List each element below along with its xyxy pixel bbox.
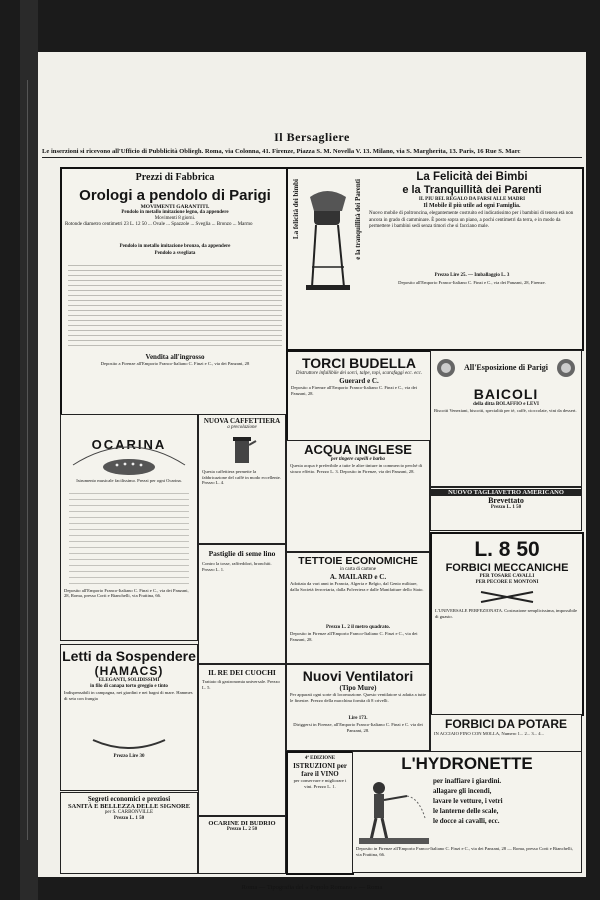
- caffettiera-sub: a precolazione: [227, 425, 257, 430]
- forbici-sub: PER TOSARE CAVALLI: [479, 574, 535, 579]
- bimbi-body: Nuovo mobile di poltroncina, elegantemente costruito ed indicatissimo per i bambini di tenera età non ancora in grado di camminare. È posto sopra un piano, a pochi centimetri da terra, e in modo da permettere i bambini sedi senza timori che si facciano male.: [369, 211, 574, 229]
- tagliavetro-title: NUOVO TAGLIAVETRO AMERICANO: [431, 489, 581, 496]
- ad-forbici-meccaniche: [430, 532, 584, 716]
- cuochi-body: Trattato di gastronomia universale. Prezzo L. 5.: [202, 679, 280, 690]
- segreti-price: Prezzo L. 1 50: [113, 816, 145, 822]
- ad-istruzioni: [286, 751, 354, 875]
- ad-torci: [286, 350, 432, 442]
- coffee-pot-icon: [227, 433, 257, 467]
- torci-body: Deposito a Firenze all'Emporio Franco-Italiano C. Finzi e C., via dei Panzani, 28.: [291, 385, 417, 396]
- orologi-kicker: Prezzi di Fabbrica: [135, 172, 215, 183]
- ad-acqua: [286, 440, 430, 552]
- ad-orologi: [60, 167, 290, 416]
- potare-body: IN ACCIAIO FINO CON MOLLA, Numero 1... 2... 3... 4...: [434, 731, 544, 736]
- forbici-price: L. 8 50: [474, 538, 540, 561]
- istruzioni-edition: 4ª EDIZIONE: [304, 756, 336, 761]
- ad-hydronette: [352, 751, 582, 873]
- caffettiera-body: Questa caffettiera permette la fabbricazione del caffè in modo eccellente. Prezzo L. 4.: [202, 469, 281, 486]
- ventilatori-sub: (Tipo Mure): [339, 684, 377, 692]
- amache-brand: (HAMACS): [94, 664, 164, 678]
- amache-body: Indispensabili in campagna, nei giardini e nei bagni di mare. Hammes di seta con frangia: [64, 690, 193, 701]
- newspaper-page: [38, 52, 586, 891]
- bimbi-tag-1: IL PIU BEL REGALO DA FARSI ALLE MADRI: [418, 197, 526, 202]
- tettoie-maker: A. MAILARD e C.: [329, 573, 387, 582]
- ad-re-dei-cuochi: [198, 664, 286, 816]
- ad-pastiglie: [198, 544, 286, 664]
- hydronette-line-1: per inaffiare i giardini.: [433, 777, 502, 785]
- pastiglie-body: Contro la tosse, raffreddori, bronchiti. Prezzo L. 1.: [202, 561, 272, 572]
- segreti-by: per S. CARBONVILLE: [104, 810, 154, 815]
- binding-line: [27, 80, 28, 840]
- bimbi-footer: Deposito all'Emporio Franco-Italiano C. Finzi e C., via dei Panzani, 28, Firenze.: [398, 279, 546, 285]
- hydronette-body: Deposito in Firenze all'Emporio Franco-Italiano C. Finzi e C., via dei Panzani, 28 — Roma, presso Corti e Bianchelli, via Frattina, 66.: [356, 846, 573, 857]
- gardener-icon: [359, 778, 429, 844]
- ocarina-footer: Deposito all'Emporio Franco-Italiano C. Finzi e C., via dei Panzani, 28, Roma, presso Corti e Bianchelli, via Frattina, 66.: [64, 587, 189, 599]
- amache-sub: ELEGANTI, SOLIDISSIMI: [98, 678, 160, 683]
- orologi-section-2: Pendolo in metallo imitazione bronzo, da appendere: [119, 244, 231, 250]
- tettoie-body: Adottata da vari anni in Francia, Algeria e Belgio, dal Genio militare, dalla Società ferroviaria, dalla Polveriera e dalle Manifatture dello Stato.: [290, 581, 424, 592]
- orologi-section-1-sub: Movimenti 8 giorni.: [154, 216, 196, 222]
- medal-icon-right: [555, 357, 577, 379]
- hydronette-line-3: lavare le vetture, i vetri: [433, 797, 503, 805]
- orologi-footer: Deposito a Firenze all'Emporio Franco-Italiano C. Finzi e C., via dei Panzani, 28: [100, 360, 250, 366]
- torci-sub: Distruttore infallibile dei sorci, talpe, topi, scarafaggi ecc. ecc.: [295, 371, 423, 376]
- parigi-body: Biscotti Veneziani, biscotti, specialità per tè, caffè, cioccolate, vini da dessert.: [434, 408, 577, 414]
- orologi-body: Rotonde diametro centimetri 23 L. 12 50 ... Ovale ... Spazzole ... Sveglia ... Bronzo ... Marmo: [65, 222, 253, 228]
- parigi-sub: della ditta BOLAFFIO e LEVI: [473, 402, 539, 407]
- ventilatori-title: Nuovi Ventilatori: [302, 668, 414, 684]
- ocarina-title-scroll: [69, 435, 189, 475]
- torci-maker: Guerard e C.: [339, 377, 379, 386]
- ventilatori-footer: Diriggersi in Firenze, all'Emporio Franco-Italiano C. Finzi e C. via dei Panzani, 28.: [293, 722, 423, 733]
- bimbi-tag-2: Il Mobile il più utile ad ogni Famiglia.: [423, 203, 521, 210]
- acqua-title: ACQUA INGLESE: [304, 442, 412, 457]
- hydronette-line-2: allagare gli incendi,: [433, 787, 492, 795]
- ocarina-body: Istrumento musicale facilissimo. Prezzi per ogni Ocarina.: [76, 478, 182, 483]
- amache-title: Letti da Sospendere: [62, 648, 196, 664]
- parigi-title: All'Esposizione di Parigi: [463, 363, 548, 372]
- tettoie-sub: in carta di cartone: [340, 567, 376, 572]
- tettoie-title: TETTOIE ECONOMICHE: [298, 555, 418, 567]
- baby-chair-icon: [302, 177, 354, 297]
- ad-bimbi: [286, 167, 584, 351]
- budrio-price: Prezzo L. 2 50: [226, 827, 258, 832]
- hammock-icon: [89, 736, 169, 754]
- scissors-icon: [477, 588, 537, 606]
- tagliavetro-sub: Brevettato: [488, 496, 524, 505]
- masthead: Il Bersagliere: [274, 130, 350, 144]
- ad-ocarine-budrio: [198, 816, 286, 874]
- binding-strip: [20, 0, 38, 900]
- forbici-title: FORBICI MECCANICHE: [445, 562, 569, 574]
- caffettiera-title: NUOVA CAFFETTIERA: [203, 417, 281, 425]
- orologi-price-lines: [68, 261, 282, 349]
- forbici-sub2: PER PECORE E MONTONI: [475, 580, 539, 586]
- pastiglie-title: Pastiglie di seme lino: [208, 549, 276, 558]
- ad-tagliavetro: [430, 487, 582, 531]
- bimbi-side-label-1: La felicità dei bimbi: [292, 179, 300, 240]
- istruzioni-title: ISTRUZIONI per fare il VINO: [293, 762, 347, 779]
- orologi-title: Orologi a pendolo di Parigi: [79, 187, 271, 204]
- segreti-sub: SANITÀ E BELLEZZA DELLE SIGNORE: [67, 803, 191, 810]
- amache-price: Prezzo Lire 30: [113, 754, 145, 760]
- tettoie-footer: Deposito in Firenze all'Emporio Franco-Italiano C. Finzi e C., via dei Panzani, 28.: [290, 631, 418, 642]
- orologi-section-1: Pendolo in metallo imitazione legno, da appendere: [121, 210, 229, 215]
- forbici-body: L'UNIVERSALE PERFEZIONATA. Costruzione semplicissima, impossibile di guasto.: [435, 608, 578, 619]
- acqua-body: Questa acqua è preferibile a tutte le altre tinture in commercio perché di sicuro effetto. Prezzo L. 3. Deposito in Firenze, via dei Panzani, 28.: [290, 463, 423, 474]
- ocarina-title: OCARINA: [91, 437, 167, 452]
- ad-ventilatori: [286, 664, 430, 751]
- ad-caffettiera: [198, 414, 286, 544]
- budrio-title: OCARINE DI BUDRIO: [208, 820, 276, 827]
- amache-sub2: in filo di canapa torto greggio e tinto: [90, 684, 168, 690]
- parigi-brand: BAICOLI: [473, 386, 539, 402]
- hydronette-line-5: le docce ai cavalli, ecc.: [433, 817, 500, 825]
- ventilatori-body: Per apparati ogni sorte di locomozione. Questo ventilatore si adatta a tutte le finestre. Prezzo della macchina fornita di 8 crivelli.: [290, 692, 426, 703]
- tettoie-price: Prezzo L. 2 il metro quadrato.: [325, 625, 391, 631]
- page-footer: Roma — Tipografia del « Popolo Romano » — Roma: [241, 884, 383, 891]
- bimbi-side-label-2: e la tranquillità dei Parenti: [354, 179, 362, 260]
- orologi-section-3: Pendolo a svegliata: [154, 250, 196, 256]
- ad-parigi: [430, 350, 582, 487]
- ad-tettoie: [286, 552, 430, 664]
- cuochi-title: IL RE DEI CUOCHI: [208, 668, 276, 677]
- orologi-subtitle: MOVIMENTI GARANTITI.: [140, 204, 210, 210]
- istruzioni-body: per conservare e migliorare i vini. Prezzo L. 1.: [293, 778, 347, 789]
- ocarina-price-lines: [69, 488, 189, 584]
- bimbi-title-2: e la Tranquillità dei Parenti: [402, 184, 542, 196]
- torci-title: TORCI BUDELLA: [301, 355, 417, 371]
- ventilatori-price: Lire 173.: [348, 716, 368, 721]
- segreti-title: Segreti economici e preziosi: [87, 795, 171, 803]
- bimbi-price: Prezzo Lire 25. — Imballaggio L. 3: [434, 273, 510, 279]
- ad-ocarina: [60, 414, 198, 641]
- ad-segreti: [60, 792, 198, 874]
- bimbi-title-1: La Felicità dei Bimbi: [416, 171, 528, 183]
- tagliavetro-price: Prezzo L. 1 50: [490, 505, 522, 510]
- ad-notice: Le inserzioni si ricevono all'Ufficio di Pubblicità Obliegh. Roma, via Colonna, 41. Firenze, Piazza S. M. Novella V. 13. Milano, via S. Margherita, 13. Paris, 16 Rue S. Marc: [42, 148, 582, 158]
- hydronette-line-4: le lanterne delle scale,: [433, 807, 499, 815]
- orologi-sale: Vendita all'ingrosso: [145, 352, 205, 361]
- acqua-sub: per tingere capelli e barba: [331, 457, 385, 462]
- potare-title: FORBICI DA POTARE: [445, 717, 567, 731]
- ad-amache: [60, 644, 198, 791]
- hydronette-title: L'HYDRONETTE: [401, 754, 533, 773]
- medal-icon: [435, 357, 457, 379]
